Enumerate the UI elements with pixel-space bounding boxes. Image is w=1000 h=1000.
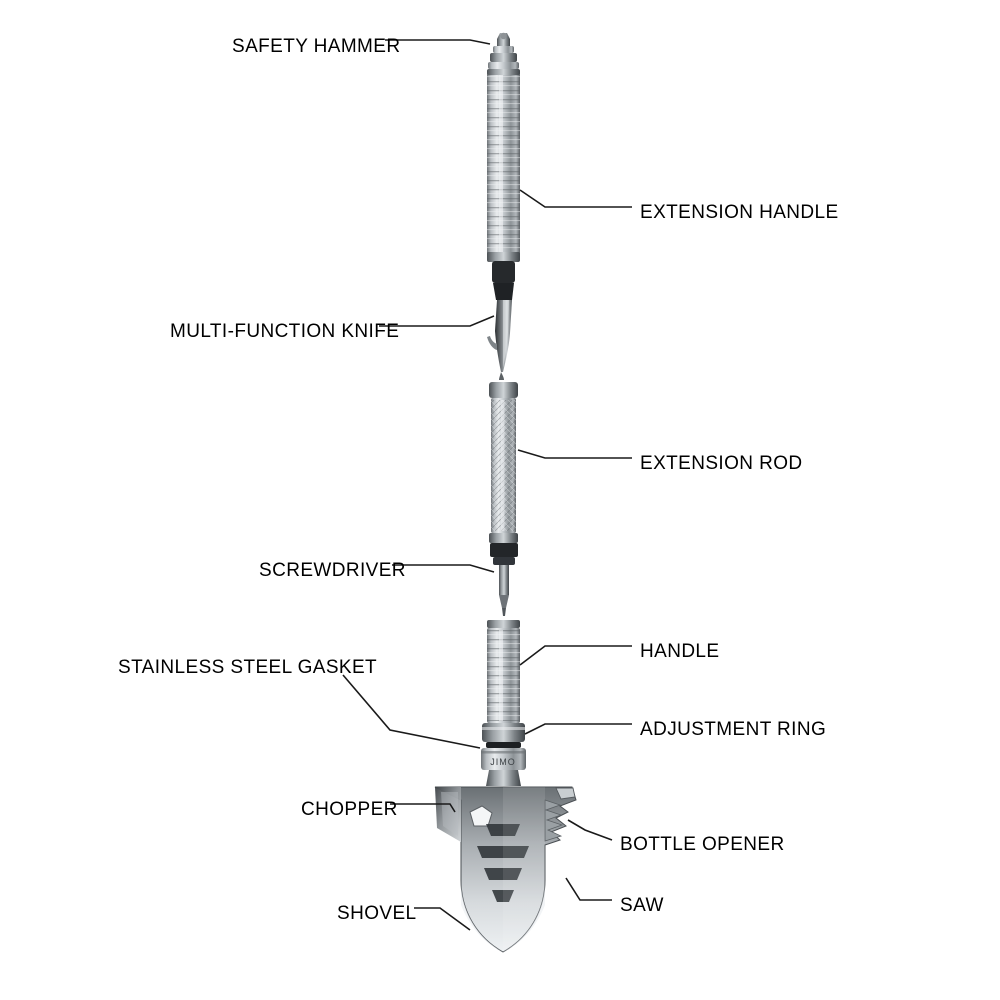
leader-safety-hammer	[385, 40, 490, 44]
leader-screwdriver	[392, 565, 494, 572]
leader-bottle-opener	[568, 820, 612, 840]
leader-saw	[566, 878, 612, 900]
leader-adjustment-ring	[525, 724, 632, 734]
leader-extension-rod	[518, 450, 632, 458]
leader-shovel	[414, 908, 470, 930]
label-bottle-opener: BOTTLE OPENER	[620, 834, 785, 855]
label-chopper: CHOPPER	[301, 799, 398, 820]
label-stainless-steel-gasket: STAINLESS STEEL GASKET	[118, 657, 378, 678]
label-handle: HANDLE	[640, 641, 720, 662]
label-multi-function-knife: MULTI-FUNCTION KNIFE	[170, 321, 400, 342]
label-safety-hammer: SAFETY HAMMER	[232, 36, 401, 57]
svg-text:JIMO: JIMO	[490, 757, 516, 767]
label-saw: SAW	[620, 895, 664, 916]
leader-handle	[520, 646, 632, 665]
label-screwdriver: SCREWDRIVER	[259, 560, 406, 581]
label-shovel: SHOVEL	[337, 903, 417, 924]
leader-stainless-steel-gasket	[343, 675, 480, 748]
leader-chopper	[390, 804, 455, 812]
label-adjustment-ring: ADJUSTMENT RING	[640, 719, 827, 740]
leader-extension-handle	[520, 190, 632, 207]
label-extension-handle: EXTENSION HANDLE	[640, 202, 839, 223]
label-extension-rod: EXTENSION ROD	[640, 453, 803, 474]
